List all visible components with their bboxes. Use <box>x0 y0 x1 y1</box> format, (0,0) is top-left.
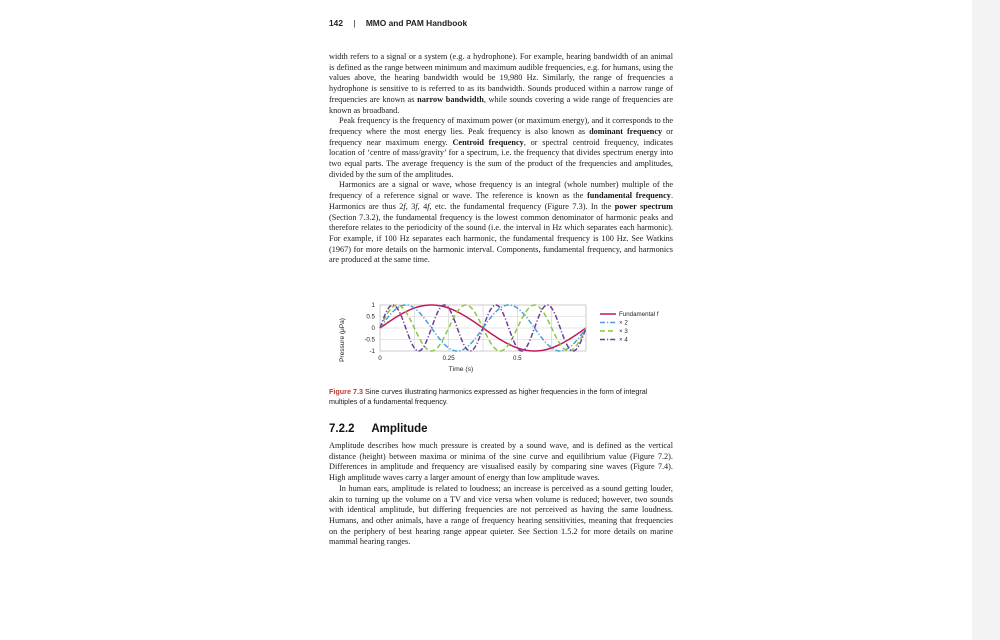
text-run: , etc. the fundamental frequency (Figure 7.3). In the <box>429 201 615 211</box>
running-header <box>329 18 467 28</box>
header-separator: | <box>353 18 356 28</box>
figure-caption <box>329 387 673 407</box>
text-run: In human ears, amplitude is related to loudness; an increase is perceived as a sound getting louder, akin to turning up the volume on a TV and vice versa when volume is reduced; however, two sounds with identical amplitude, but differing frequencies are not perceived as having the same loudness. Humans, and other animals, have a range of frequency hearing sensitivities, meaning that frequencies on the periphery of best hearing range appear quieter. See Section 1.5.2 for more details on marine mammal hearing ranges. <box>329 483 673 547</box>
amplitude-paragraph <box>329 484 673 548</box>
bold-term: narrow bandwidth <box>417 94 484 104</box>
document-page <box>320 0 682 640</box>
y-ticks <box>364 302 375 355</box>
x-axis-label: Time (s) <box>448 366 474 373</box>
y-tick-label: 1 <box>371 302 375 309</box>
x-tick-label: 0 <box>378 355 382 362</box>
text-run: , while sounds covering a wide range of frequencies are known as broadband. <box>329 94 673 115</box>
book-title: MMO and PAM Handbook <box>365 18 468 28</box>
text-run: width refers to a signal or a system (e.g. a hydrophone). For example, hearing bandwidth of an animal is defined as the range between minimum and maximum audible frequencies, e.g. for humans, using the values above, the hearing bandwidth would be 19,980 Hz. Similarly, the range of frequencies a hydrophone is sensitive to is referred to as its bandwidth. Sounds produced within a narrow range of frequencies are known as <box>329 52 673 104</box>
figure-7-3 <box>329 298 674 378</box>
amplitude-paragraph <box>329 441 673 484</box>
x-ticks <box>378 355 522 362</box>
section-number: 7.2.2 <box>329 423 355 435</box>
body-text-upper <box>329 52 673 266</box>
text-run: , or spectral centroid frequency, indicates location of ‘centre of mass/gravity’ for a spectrum, i.e. the frequency that divides spectrum energy into two equal parts. The average frequency is the sum of the product of the frequencies and amplitudes, divided by the sum of the amplitudes. <box>329 137 673 179</box>
y-tick-label: 0.5 <box>366 313 375 321</box>
legend-label: × 4 <box>619 336 628 344</box>
bold-term: Centroid frequency <box>452 137 524 147</box>
x-tick-label: 0.25 <box>442 355 455 362</box>
legend-label: × 3 <box>619 328 628 336</box>
text-run: Peak frequency is the frequency of maximum power (or maximum energy), and it corresponds to the frequency where the most energy lies. Peak frequency is also known as <box>329 116 673 136</box>
bold-term: dominant frequency <box>589 126 663 136</box>
body-paragraph <box>329 116 673 180</box>
legend-label: Fundamental f <box>619 311 659 319</box>
y-tick-label: 0 <box>371 325 375 332</box>
legend-label: × 2 <box>619 319 628 327</box>
figure-caption-text: Sine curves illustrating harmonics expressed as higher frequencies in the form of integral multiples of a fundamental frequency. <box>329 387 648 406</box>
text-run: Harmonics are a signal or wave, whose frequency is an integral (whole number) multiple of the frequency of a reference signal or wave. The reference is known as the <box>329 180 673 201</box>
body-paragraph <box>329 52 673 116</box>
text-run: f <box>427 201 430 211</box>
y-axis-label: Pressure (μPa) <box>339 318 346 362</box>
y-tick-label: -1 <box>369 348 375 355</box>
viewer-gutter <box>972 0 1000 640</box>
bold-term: power spectrum <box>614 201 673 211</box>
harmonics-chart <box>329 298 674 378</box>
x-tick-label: 0.5 <box>513 355 522 362</box>
text-run: , 3 <box>405 201 416 211</box>
text-run: f <box>415 201 418 211</box>
body-text-lower <box>329 441 673 548</box>
text-run: . Harmonics are thus 2 <box>329 191 673 211</box>
text-run: f <box>403 201 406 211</box>
page-number: 142 <box>329 18 343 28</box>
chart-legend <box>600 311 659 344</box>
figure-label: Figure 7.3 <box>329 387 363 396</box>
body-paragraph <box>329 180 673 266</box>
text-run: or frequency near maximum energy. <box>329 126 674 147</box>
bold-term: fundamental frequency <box>587 191 671 201</box>
section-title: Amplitude <box>371 423 428 435</box>
section-heading <box>329 423 428 435</box>
text-run: , 4 <box>417 201 428 211</box>
text-run: (Section 7.3.2), the fundamental frequency is the lowest common denominator of harmonic peaks and therefore relates to the periodicity of the sound (i.e. the interval in Hz which separates each harmonic). For example, if 100 Hz separates each harmonic, the fundamental frequency is 100 Hz. See Watkins (1967) for more details on the harmonic interval. Components, fundamental frequency, and harmonics are produced at the same time. <box>329 212 673 265</box>
text-run: Amplitude describes how much pressure is created by a sound wave, and is defined as the vertical distance (height) between maxima or minima of the sine curve and equilibrium value (Figure 7.2). Differences in amplitude and frequency are visualised easily by comparing sine waves (Figure 7.4). High amplitude waves carry a larger amount of energy than low amplitude waves. <box>329 441 673 483</box>
y-tick-label: -0.5 <box>364 336 375 344</box>
